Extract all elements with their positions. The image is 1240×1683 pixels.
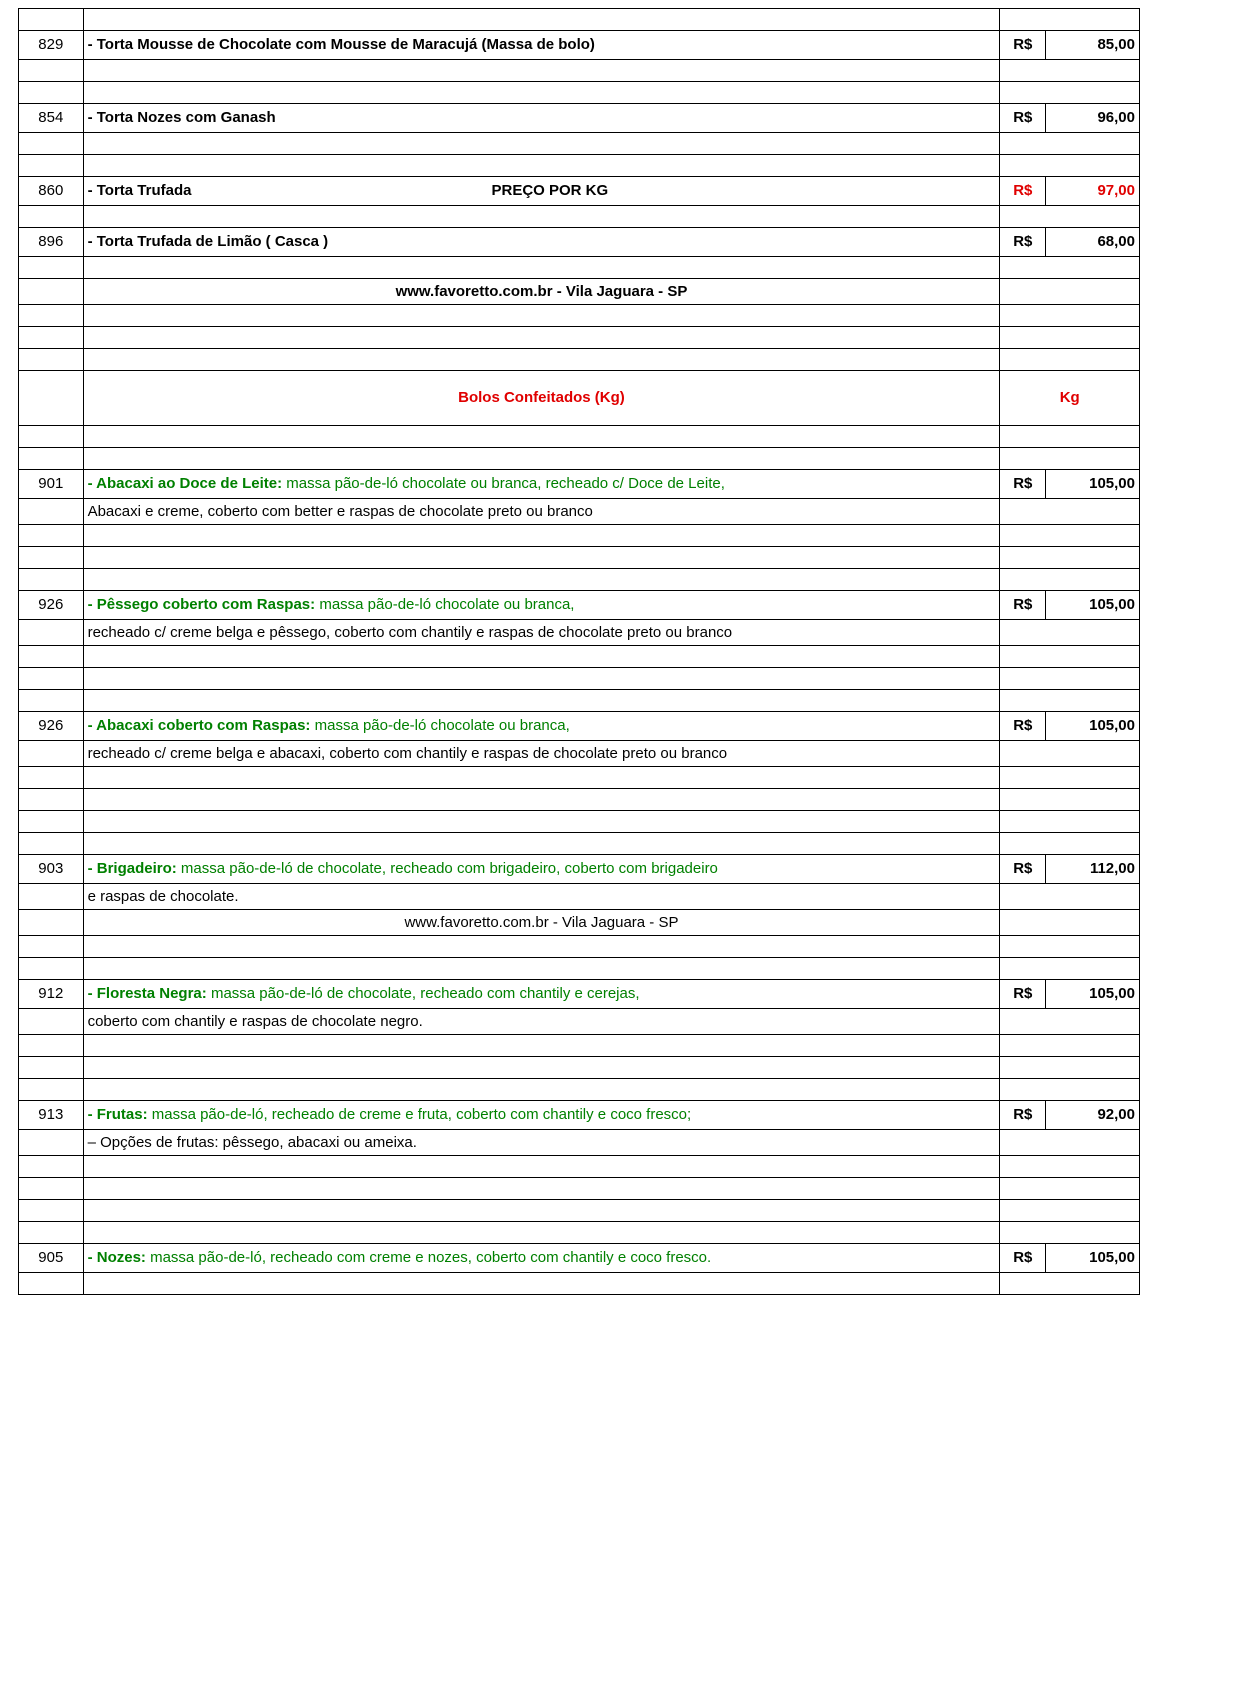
empty-cell <box>1000 741 1140 767</box>
item-description: - Torta Mousse de Chocolate com Mousse de Maracujá (Massa de bolo) <box>83 31 1000 60</box>
item-price: 85,00 <box>1046 31 1140 60</box>
table-row <box>19 980 1140 1009</box>
empty-cell <box>1000 767 1140 789</box>
empty-cell <box>83 257 1000 279</box>
empty-cell <box>19 206 84 228</box>
item-code: 905 <box>19 1244 84 1273</box>
empty-cell <box>19 936 84 958</box>
item-price: 112,00 <box>1046 855 1140 884</box>
spacer-row <box>19 60 1140 82</box>
empty-cell <box>19 327 84 349</box>
empty-cell <box>1000 690 1140 712</box>
item-description: - Torta Nozes com Ganash <box>83 104 1000 133</box>
empty-cell <box>1000 811 1140 833</box>
currency-symbol: R$ <box>1000 1244 1046 1273</box>
empty-cell <box>83 833 1000 855</box>
empty-cell <box>83 1079 1000 1101</box>
empty-cell <box>19 1200 84 1222</box>
empty-cell <box>83 155 1000 177</box>
item-detail: massa pão-de-ló, recheado de creme e fruta, coberto com chantily e coco fresco; <box>147 1106 692 1124</box>
empty-cell <box>1000 547 1140 569</box>
empty-cell <box>1000 958 1140 980</box>
spacer-row <box>19 646 1140 668</box>
item-code: 854 <box>19 104 84 133</box>
spacer-row <box>19 569 1140 591</box>
description-continuation-row <box>19 884 1140 910</box>
preco-por-kg-note: PREÇO POR KG <box>491 182 609 200</box>
empty-cell <box>1000 1200 1140 1222</box>
empty-cell <box>19 426 84 448</box>
item-detail-line2: – Opções de frutas: pêssego, abacaxi ou ameixa. <box>83 1130 1000 1156</box>
spacer-row <box>19 936 1140 958</box>
item-detail: massa pão-de-ló chocolate ou branca, recheado c/ Doce de Leite, <box>282 475 725 493</box>
empty-cell <box>1000 646 1140 668</box>
item-name: - Floresta Negra: <box>87 985 207 1003</box>
spacer-row <box>19 1057 1140 1079</box>
empty-cell <box>83 767 1000 789</box>
empty-cell <box>19 1035 84 1057</box>
empty-cell <box>1000 257 1140 279</box>
item-code: 860 <box>19 177 84 206</box>
item-detail: massa pão-de-ló de chocolate, recheado com chantily e cerejas, <box>206 985 640 1003</box>
spacer-row <box>19 133 1140 155</box>
empty-cell <box>19 646 84 668</box>
empty-cell <box>1000 349 1140 371</box>
website-line: www.favoretto.com.br - Vila Jaguara - SP <box>83 279 1000 305</box>
section-title: Bolos Confeitados (Kg) <box>83 371 1000 426</box>
empty-cell <box>1000 155 1140 177</box>
empty-cell <box>1000 1156 1140 1178</box>
empty-cell <box>83 206 1000 228</box>
table-row <box>19 470 1140 499</box>
table-row <box>19 1101 1140 1130</box>
spacer-row <box>19 82 1140 104</box>
table-row <box>19 31 1140 60</box>
empty-cell <box>19 60 84 82</box>
table-row <box>19 104 1140 133</box>
empty-cell <box>19 448 84 470</box>
empty-cell <box>83 349 1000 371</box>
empty-cell <box>1000 499 1140 525</box>
item-detail: massa pão-de-ló chocolate ou branca, <box>315 596 575 614</box>
empty-cell <box>19 789 84 811</box>
empty-cell <box>19 279 84 305</box>
item-price: 105,00 <box>1046 712 1140 741</box>
table-row <box>19 591 1140 620</box>
empty-cell <box>19 133 84 155</box>
empty-cell <box>19 1009 84 1035</box>
website-row <box>19 910 1140 936</box>
currency-symbol: R$ <box>1000 712 1046 741</box>
item-code: 926 <box>19 591 84 620</box>
empty-cell <box>1000 327 1140 349</box>
spacer-row <box>19 767 1140 789</box>
empty-cell <box>19 1057 84 1079</box>
item-description-cell <box>83 1101 1000 1130</box>
empty-cell <box>19 371 84 426</box>
website-row <box>19 279 1140 305</box>
item-price: 105,00 <box>1046 470 1140 499</box>
item-code: 903 <box>19 855 84 884</box>
item-description-cell <box>83 591 1000 620</box>
spacer-row <box>19 1035 1140 1057</box>
empty-cell <box>19 1079 84 1101</box>
empty-cell <box>1000 936 1140 958</box>
empty-cell <box>1000 910 1140 936</box>
spacer-row <box>19 1079 1140 1101</box>
empty-cell <box>19 668 84 690</box>
empty-cell <box>83 60 1000 82</box>
empty-cell <box>1000 206 1140 228</box>
spacer-row <box>19 155 1140 177</box>
spacer-row <box>19 305 1140 327</box>
empty-cell <box>1000 82 1140 104</box>
empty-cell <box>19 833 84 855</box>
empty-cell <box>1000 133 1140 155</box>
empty-cell <box>83 1200 1000 1222</box>
empty-cell <box>83 936 1000 958</box>
empty-cell <box>1000 1273 1140 1295</box>
price-table <box>18 8 1140 1295</box>
item-description-cell <box>83 1244 1000 1273</box>
spacer-row <box>19 257 1140 279</box>
item-code: 913 <box>19 1101 84 1130</box>
spacer-row <box>19 547 1140 569</box>
empty-cell <box>1000 305 1140 327</box>
empty-cell <box>1000 1222 1140 1244</box>
currency-symbol: R$ <box>1000 470 1046 499</box>
empty-cell <box>83 1273 1000 1295</box>
empty-cell <box>83 1057 1000 1079</box>
item-price: 92,00 <box>1046 1101 1140 1130</box>
table-row <box>19 855 1140 884</box>
empty-cell <box>83 668 1000 690</box>
item-description-cell <box>83 177 1000 206</box>
empty-cell <box>1000 279 1140 305</box>
spacer-row <box>19 525 1140 547</box>
empty-cell <box>83 1035 1000 1057</box>
empty-cell <box>19 1273 84 1295</box>
item-name: - Abacaxi coberto com Raspas: <box>87 717 311 735</box>
empty-cell <box>1000 668 1140 690</box>
spacer-row <box>19 811 1140 833</box>
empty-cell <box>19 257 84 279</box>
spacer-row <box>19 448 1140 470</box>
description-continuation-row <box>19 499 1140 525</box>
item-price: 68,00 <box>1046 228 1140 257</box>
item-name: - Brigadeiro: <box>87 860 177 878</box>
empty-cell <box>1000 525 1140 547</box>
empty-cell <box>1000 884 1140 910</box>
spacer-row <box>19 833 1140 855</box>
spacer-row <box>19 327 1140 349</box>
empty-cell <box>1000 620 1140 646</box>
item-detail-line2: recheado c/ creme belga e abacaxi, coberto com chantily e raspas de chocolate preto ou branco <box>83 741 1000 767</box>
empty-cell <box>19 1178 84 1200</box>
empty-cell <box>83 426 1000 448</box>
empty-cell <box>19 305 84 327</box>
empty-cell <box>1000 1079 1140 1101</box>
description-continuation-row <box>19 741 1140 767</box>
item-code: 896 <box>19 228 84 257</box>
empty-cell <box>83 646 1000 668</box>
item-description-cell <box>83 470 1000 499</box>
empty-cell <box>19 82 84 104</box>
item-code: 926 <box>19 712 84 741</box>
spacer-row <box>19 1178 1140 1200</box>
empty-cell <box>1000 1178 1140 1200</box>
item-price: 105,00 <box>1046 591 1140 620</box>
spacer-row <box>19 426 1140 448</box>
empty-cell <box>83 1222 1000 1244</box>
item-name: - Nozes: <box>87 1249 146 1267</box>
empty-cell <box>1000 833 1140 855</box>
item-price: 105,00 <box>1046 1244 1140 1273</box>
item-price: 97,00 <box>1046 177 1140 206</box>
empty-cell <box>1000 789 1140 811</box>
empty-cell <box>19 1130 84 1156</box>
empty-cell <box>19 9 84 31</box>
description-continuation-row <box>19 1130 1140 1156</box>
empty-cell <box>19 547 84 569</box>
spacer-row <box>19 690 1140 712</box>
item-detail: massa pão-de-ló, recheado com creme e nozes, coberto com chantily e coco fresco. <box>145 1249 712 1267</box>
table-row <box>19 712 1140 741</box>
empty-cell <box>19 155 84 177</box>
item-code: 829 <box>19 31 84 60</box>
empty-cell <box>19 569 84 591</box>
description-continuation-row <box>19 1009 1140 1035</box>
currency-symbol: R$ <box>1000 980 1046 1009</box>
empty-cell <box>83 958 1000 980</box>
spacer-row <box>19 1273 1140 1295</box>
empty-cell <box>19 958 84 980</box>
empty-cell <box>19 349 84 371</box>
item-detail-line2: Abacaxi e creme, coberto com better e raspas de chocolate preto ou branco <box>83 499 1000 525</box>
empty-cell <box>19 884 84 910</box>
item-description-cell <box>83 712 1000 741</box>
table-row <box>19 1244 1140 1273</box>
item-name: - Abacaxi ao Doce de Leite: <box>87 475 283 493</box>
empty-cell <box>83 448 1000 470</box>
empty-cell <box>83 82 1000 104</box>
item-code: 912 <box>19 980 84 1009</box>
empty-cell <box>83 305 1000 327</box>
spacer-row <box>19 1200 1140 1222</box>
currency-symbol: R$ <box>1000 1101 1046 1130</box>
empty-cell <box>1000 1130 1140 1156</box>
table-row <box>19 177 1140 206</box>
currency-symbol: R$ <box>1000 228 1046 257</box>
empty-cell <box>1000 426 1140 448</box>
item-detail: massa pão-de-ló de chocolate, recheado com brigadeiro, coberto com brigadeiro <box>176 860 718 878</box>
empty-cell <box>83 569 1000 591</box>
empty-cell <box>83 690 1000 712</box>
empty-cell <box>83 525 1000 547</box>
empty-cell <box>1000 60 1140 82</box>
item-price: 96,00 <box>1046 104 1140 133</box>
empty-cell <box>1000 9 1140 31</box>
item-price: 105,00 <box>1046 980 1140 1009</box>
currency-symbol: R$ <box>1000 855 1046 884</box>
spacer-row <box>19 789 1140 811</box>
spacer-row <box>19 349 1140 371</box>
empty-cell <box>19 525 84 547</box>
empty-cell <box>83 1178 1000 1200</box>
empty-cell <box>83 9 1000 31</box>
empty-cell <box>19 499 84 525</box>
section-unit: Kg <box>1000 371 1140 426</box>
item-name: - Pêssego coberto com Raspas: <box>87 596 316 614</box>
item-detail-line2: recheado c/ creme belga e pêssego, coberto com chantily e raspas de chocolate preto ou branco <box>83 620 1000 646</box>
item-description-cell <box>83 855 1000 884</box>
spacer-row <box>19 1222 1140 1244</box>
currency-symbol: R$ <box>1000 31 1046 60</box>
spacer-row <box>19 206 1140 228</box>
empty-cell <box>19 1156 84 1178</box>
empty-cell <box>1000 448 1140 470</box>
empty-cell <box>19 620 84 646</box>
section-header-row <box>19 371 1140 426</box>
empty-cell <box>19 767 84 789</box>
spacer-row <box>19 1156 1140 1178</box>
description-continuation-row <box>19 620 1140 646</box>
item-code: 901 <box>19 470 84 499</box>
table-row <box>19 228 1140 257</box>
item-name: - Frutas: <box>87 1106 148 1124</box>
item-description-cell <box>83 980 1000 1009</box>
currency-symbol: R$ <box>1000 591 1046 620</box>
empty-cell <box>1000 569 1140 591</box>
empty-cell <box>1000 1057 1140 1079</box>
item-detail: massa pão-de-ló chocolate ou branca, <box>310 717 570 735</box>
empty-cell <box>83 327 1000 349</box>
currency-symbol: R$ <box>1000 104 1046 133</box>
currency-symbol: R$ <box>1000 177 1046 206</box>
empty-cell <box>83 547 1000 569</box>
empty-cell <box>19 910 84 936</box>
empty-cell <box>83 1156 1000 1178</box>
item-detail-line2: coberto com chantily e raspas de chocolate negro. <box>83 1009 1000 1035</box>
empty-cell <box>19 741 84 767</box>
item-description: - Torta Trufada de Limão ( Casca ) <box>83 228 1000 257</box>
website-line: www.favoretto.com.br - Vila Jaguara - SP <box>83 910 1000 936</box>
empty-cell <box>19 811 84 833</box>
spacer-row <box>19 668 1140 690</box>
empty-cell <box>19 1222 84 1244</box>
item-description: - Torta Trufada <box>87 182 192 200</box>
spacer-row <box>19 9 1140 31</box>
item-detail-line2: e raspas de chocolate. <box>83 884 1000 910</box>
empty-cell <box>83 789 1000 811</box>
empty-cell <box>1000 1009 1140 1035</box>
empty-cell <box>83 811 1000 833</box>
empty-cell <box>19 690 84 712</box>
empty-cell <box>83 133 1000 155</box>
spacer-row <box>19 958 1140 980</box>
empty-cell <box>1000 1035 1140 1057</box>
